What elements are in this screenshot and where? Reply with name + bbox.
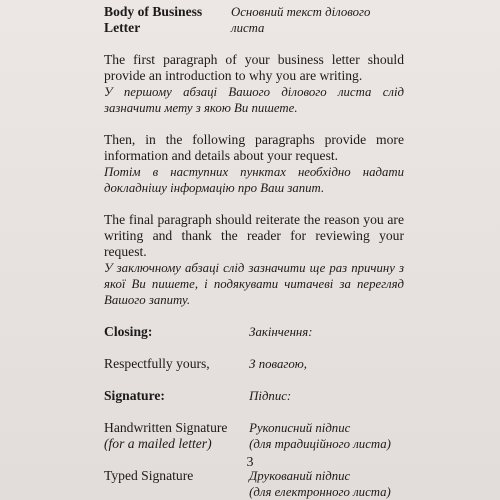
closing-example: Respectfully yours, bbox=[104, 356, 210, 371]
handwritten-label-ua: Рукописний підпис bbox=[249, 421, 351, 435]
paragraph-final-en: The final paragraph should reiterate the reason you are writing and thank the reader for reviewing your request. bbox=[104, 212, 404, 259]
section-heading bbox=[104, 4, 404, 36]
signature-label: Signature: bbox=[104, 388, 165, 403]
heading-en: Body of Business Letter bbox=[104, 4, 203, 35]
page-number: 3 bbox=[246, 455, 254, 470]
closing-label: Closing: bbox=[104, 324, 153, 339]
signature-row bbox=[104, 388, 404, 404]
handwritten-note-ua: (для традиційного листа) bbox=[249, 437, 391, 451]
paragraph-middle bbox=[104, 132, 404, 196]
typed-row bbox=[104, 468, 404, 500]
closing-example-ua: З повагою, bbox=[249, 357, 307, 371]
heading-ua: Основний текст ділового листа bbox=[231, 5, 371, 35]
paragraph-middle-ua: Потім в наступних пунктах необхідно надати докладнішу інформацію про Ваш запит. bbox=[104, 165, 404, 195]
handwritten-row bbox=[104, 420, 404, 452]
paragraph-first-en: The first paragraph of your business letter should provide an introduction to why you are writing. bbox=[104, 52, 404, 83]
paragraph-middle-en: Then, in the following paragraphs provide more information and details about your request. bbox=[104, 132, 404, 163]
typed-note-ua: (для електронного листа) bbox=[249, 485, 391, 499]
paragraph-first-ua: У першому абзаці Вашого ділового листа слід зазначити мету з якою Ви пишете. bbox=[104, 85, 404, 115]
handwritten-note: (for a mailed letter) bbox=[104, 436, 212, 451]
handwritten-ua bbox=[249, 420, 404, 452]
paragraph-final-ua: У заключному абзаці слід зазначити ще раз причину з якої Ви пишете, і подякувати читачеві за перегляд Вашого запиту. bbox=[104, 261, 404, 307]
typed-label-ua: Друкований підпис bbox=[249, 469, 351, 483]
document-content bbox=[104, 4, 404, 500]
closing-example-row bbox=[104, 356, 404, 372]
signature-label-ua: Підпис: bbox=[249, 389, 292, 403]
typed-label: Typed Signature bbox=[104, 468, 194, 483]
typed-ua bbox=[249, 468, 404, 500]
paragraph-final bbox=[104, 212, 404, 308]
closing-label-ua: Закінчення: bbox=[249, 325, 313, 339]
handwritten-en bbox=[104, 420, 249, 452]
closing-row bbox=[104, 324, 404, 340]
handwritten-label: Handwritten Signature bbox=[104, 420, 228, 435]
paragraph-first bbox=[104, 52, 404, 116]
